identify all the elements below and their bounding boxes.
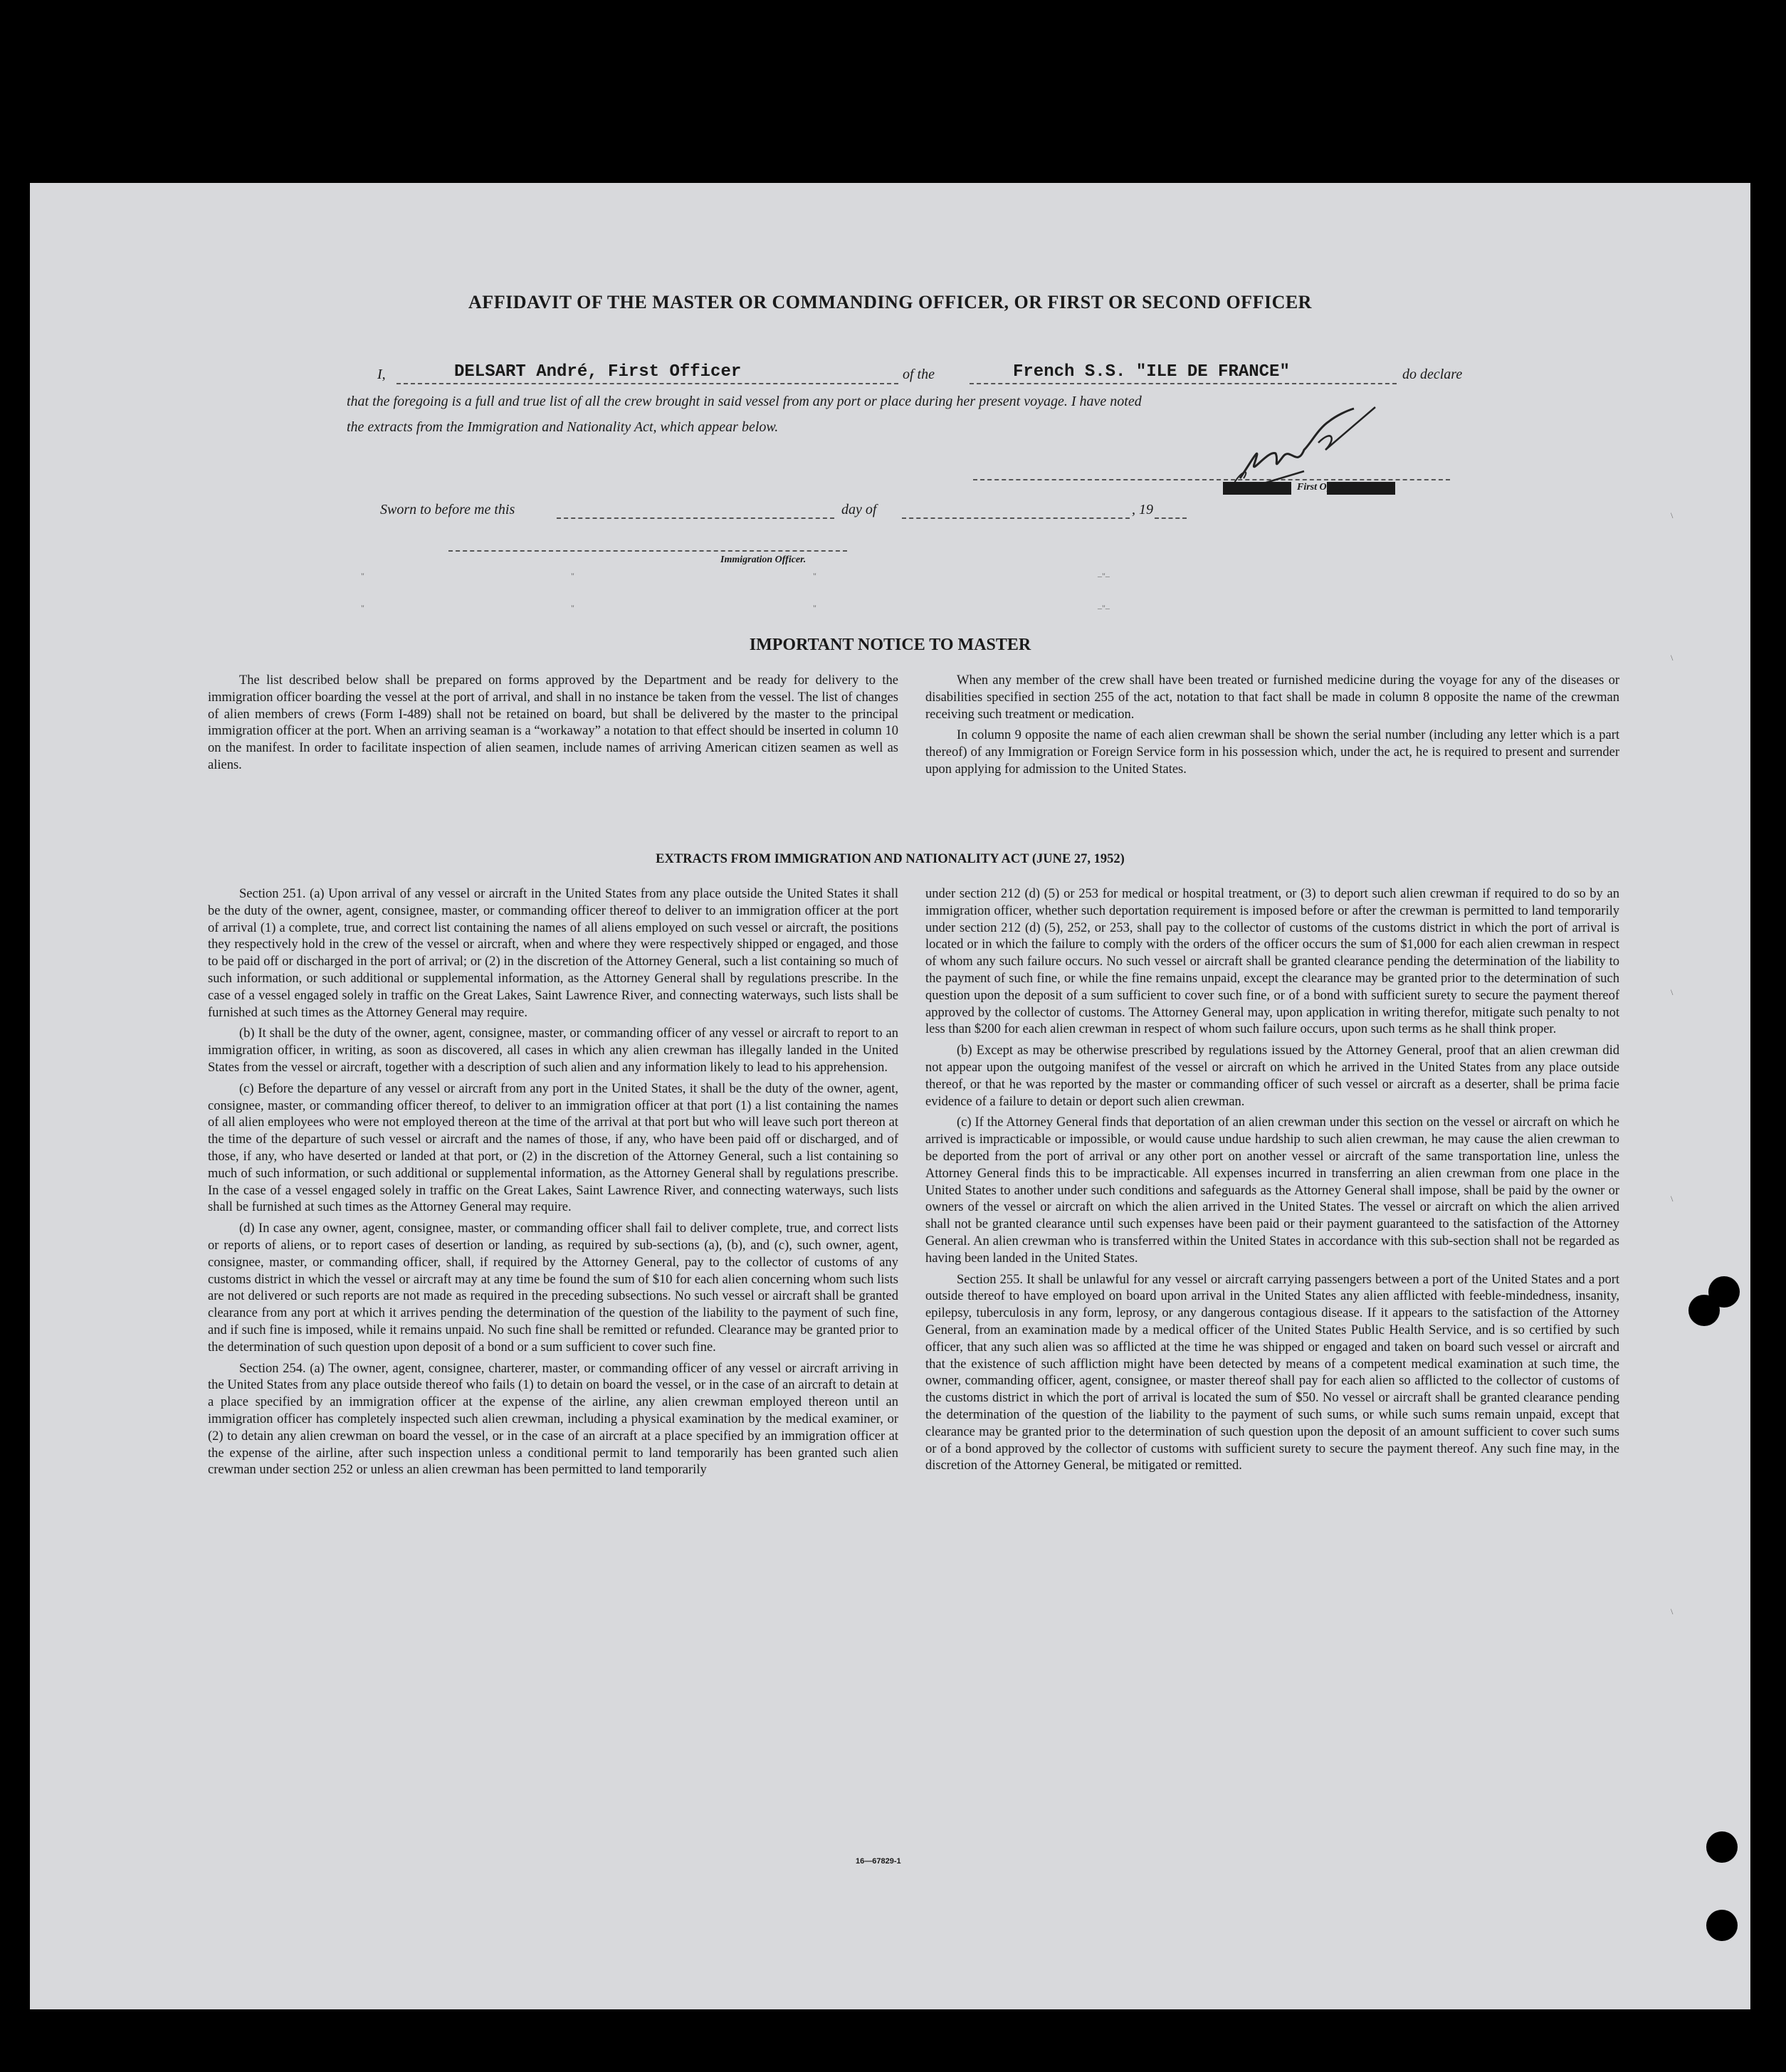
of-the-label: of the xyxy=(903,367,935,382)
punch-hole xyxy=(1706,1831,1738,1863)
notice-heading: IMPORTANT NOTICE TO MASTER xyxy=(749,636,1031,654)
first-officer-caption: First Officer. xyxy=(1297,482,1351,493)
scan-mark: \ xyxy=(1671,987,1674,997)
extract-paragraph: (b) It shall be the duty of the owner, agent, consignee, master, or commanding officer of any vessel or aircraft to report to an immigration officer, in writing, as soon as discovered, all cases in which any alien crewman has illegally landed in the United States from the vessel or aircraft, together with a description of such alien and any information likely to lead to his apprehension. xyxy=(208,1026,898,1075)
ditto-mark: " xyxy=(361,571,364,581)
ditto-mark: " xyxy=(813,571,816,581)
extract-paragraph: (b) Except as may be otherwise prescribed by regulations issued by the Attorney General, proof that an alien crewman did not appear upon the outgoing manifest of the vessel or aircraft on which he arrived in the United States from any place outside thereof, or that he was reported by the master or commanding officer of such vessel or aircraft as a deserter, shall be prima facie evidence of a failure to detain or deport such alien crewman. xyxy=(925,1043,1619,1109)
extract-paragraph: Section 254. (a) The owner, agent, consignee, charterer, master, or commanding officer of any vessel or aircraft arriving in the United States from any place outside thereof who fails (1) to detain on board the vessel, or in the case of an aircraft to detain at a place specified by an immigration officer at the expense of the airline, any alien crewman employed thereon until an immigration officer has completely inspected such alien crewman, including a physical examination by the medical examiner, or (2) to detain any alien crewman on board the vessel, or in the case of an aircraft at a place specified by an immigration officer at the expense of the airline, after such inspection unless a conditional permit to land temporarily has been granted such alien crewman under section 252 or unless an alien crewman has been permitted to land temporarily xyxy=(208,1361,898,1478)
extracts-right-column xyxy=(925,886,1619,1479)
vessel-underline xyxy=(970,383,1397,384)
immigration-officer-caption: Immigration Officer. xyxy=(720,554,807,565)
scan-mark: \ xyxy=(1671,1606,1674,1616)
extracts-heading: EXTRACTS FROM IMMIGRATION AND NATIONALITY ACT (JUNE 27, 1952) xyxy=(656,852,1125,866)
ditto-mark: " xyxy=(571,571,574,581)
sworn-month-line xyxy=(902,517,1130,519)
notice-left-paragraph: The list described below shall be prepared on forms approved by the Department and be ready for delivery to the immigration officer boarding the vessel at the port of arrival, and shall in no instance be taken from the vessel. The list of changes of alien members of crews (Form I-489) shall not be retained on board, but shall be delivered by the master to the principal immigration officer at the port. When an arriving seaman is a “workaway” a notation to that effect should be inserted in column 10 on the manifest. In order to facilitate inspection of alien seamen, include names of arriving American citizen seamen as well as aliens. xyxy=(208,673,898,772)
form-number: 16—67829-1 xyxy=(856,1857,901,1866)
declaration-pre: I, xyxy=(377,367,386,382)
extract-paragraph: under section 212 (d) (5) or 253 for medical or hospital treatment, or (3) to deport such alien crewman if required to do so by an immigration officer, whether such deportation requirement is imposed before or after the crewman is permitted to land temporarily under section 212 (d) (5), 252, or 253, shall pay to the collector of customs of the customs district in which the port of arrival is located or in which the failure to comply with the orders of the officer occurs the sum of $1,000 for each alien crewman in respect of whom any such failure occurs. No such vessel or aircraft shall be granted clearance pending the determination of the liability to the payment of such fine, or while the fine remains unpaid, except the clearance may be granted prior to the determination of such question upon the deposit of a sum sufficient to cover such fine, or of a bond with sufficient surety to secure the payment thereof approved by the collector of customs. The Attorney General may, upon application in writing therefor, mitigate such penalty to not less than $200 for each alien crewman in respect of whom such failure occurs, upon such terms as he shall think proper. xyxy=(925,887,1619,1037)
notice-left-column xyxy=(208,673,898,779)
affidavit-title: AFFIDAVIT OF THE MASTER OR COMMANDING OFFICER, OR FIRST OR SECOND OFFICER xyxy=(468,292,1312,312)
extract-paragraph: (c) Before the departure of any vessel or aircraft from any port in the United States, it shall be the duty of the owner, agent, consignee, master, or commanding officer thereof, to deliver to an immigration officer at that port (1) a list containing the names of all alien employees who were not employed thereon at the time of the arrival at that port but who will leave such port thereon at the time of the departure of such vessel or aircraft and the names of those, if any, who have been paid off or discharged, and of those, if any, who have deserted or landed at that port, or (2) in the discretion of the Attorney General, such a list containing so much of such information, or such additional or supplemental information, as the Attorney General shall by regulations prescribe. In the case of a vessel engaged solely in traffic on the Great Lakes, Saint Lawrence River, and connecting waterways, such lists shall be furnished at such times as the Attorney General may require. xyxy=(208,1081,898,1215)
notice-right-paragraph: In column 9 opposite the name of each alien crewman shall be shown the serial number (including any letter which is a part thereof) of any Immigration or Foreign Service form in his possession which, under the act, he is required to present and surrender upon applying for admission to the United States. xyxy=(925,728,1619,777)
day-of-label: day of xyxy=(841,502,877,517)
name-underline xyxy=(396,383,898,384)
ditto-mark: " xyxy=(361,603,364,613)
document-page xyxy=(30,183,1750,2009)
scan-mark: \ xyxy=(1671,653,1674,663)
declaration-line-2: that the foregoing is a full and true list of all the crew brought in said vessel from any port or place during her present voyage. I have noted xyxy=(347,394,1142,409)
declaration-line-3: the extracts from the Immigration and Nationality Act, which appear below. xyxy=(347,419,779,435)
immigration-officer-line xyxy=(448,550,847,552)
scan-mark: \ xyxy=(1671,1194,1674,1204)
ditto-mark: –"– xyxy=(1098,571,1110,581)
extract-paragraph: Section 255. It shall be unlawful for any vessel or aircraft carrying passengers between a port of the United States and a port outside thereof to have employed on board upon arrival in the United States any alien afflicted with feeble-mindedness, insanity, epilepsy, tuberculosis in any form, leprosy, or any dangerous contagious disease. If it appears to the satisfaction of the Attorney General, from an examination made by a medical officer of the United States Public Health Service, and is so certified by such officer, that any such alien was so afflicted at the time he was shipped or engaged and taken on board such vessel or aircraft and that the existence of such affliction might have been detected by means of a competent medical examination at such time, the owner, commanding officer, agent, consignee, or master thereof shall pay for each alien so afflicted to the collector of customs of the customs district in which the port of arrival is located the sum of $50. No vessel or aircraft shall be granted clearance pending the determination of the question of the liability to the payment of such sums, or while such sums remain unpaid, except that clearance may be granted prior to the determination of such question upon the deposit of an amount sufficient to cover such sums or of a bond approved by the collector of customs with sufficient surety to secure the payment thereof. Any such fine may, in the discretion of the Attorney General, be mitigated or remitted. xyxy=(925,1272,1619,1473)
extract-paragraph: (c) If the Attorney General finds that deportation of an alien crewman under this section on the vessel or aircraft on which he arrived is impracticable or impossible, or would cause undue hardship to such alien crewman, he may cause the alien crewman to be deported from the port of arrival or any other port on another vessel or aircraft of the same transportation line, unless the Attorney General finds this to be impracticable. All expenses incurred in transferring an alien crewman from one place in the United States to another under such conditions and safeguards as the Attorney General shall impose, shall be paid by the owner or owners of the vessel or aircraft on which the alien arrived in the United States. The vessel or aircraft on which the alien arrived shall not be granted clearance until such expenses have been paid or their payment guaranteed to the satisfaction of the Attorney General. An alien crewman who is transferred within the United States in accordance with this sub-section shall not be regarded as having been landed in the United States. xyxy=(925,1115,1619,1266)
vessel-name: French S.S. "ILE DE FRANCE" xyxy=(1013,362,1290,382)
handwritten-signature xyxy=(1212,400,1425,493)
sworn-year-line xyxy=(1155,517,1187,519)
notice-right-column xyxy=(925,673,1619,783)
ditto-mark: " xyxy=(571,603,574,613)
year-label: , 19 xyxy=(1132,502,1153,517)
notice-right-paragraph: When any member of the crew shall have been treated or furnished medicine during the voyage for any of the diseases or disabilities specified in section 255 of the act, notation to that fact shall be made in column 8 opposite the name of the crewman receiving such treatment or medication. xyxy=(925,673,1619,722)
struck-out-word xyxy=(1223,482,1291,495)
extract-paragraph: Section 251. (a) Upon arrival of any vessel or aircraft in the United States from any place outside the United States it shall be the duty of the owner, agent, consignee, master, or commanding officer thereof to deliver to an immigration officer at the port of arrival (1) a complete, true, and correct list containing the names of all aliens employed on such vessel or aircraft, the positions they respectively hold in the crew of the vessel or aircraft, when and where they were respectively shipped or engaged, and those to be paid off or discharged in the port of arrival; or (2) in the discretion of the Attorney General, such a list containing so much of such information, or such additional or supplemental information, as the Attorney General shall by regulations prescribe. In the case of a vessel engaged solely in traffic on the Great Lakes, Saint Lawrence River, and connecting waterways, such lists shall be furnished at such times as the Attorney General may require. xyxy=(208,887,898,1020)
sworn-day-line xyxy=(557,517,834,519)
sworn-text: Sworn to before me this xyxy=(380,502,515,517)
punch-hole xyxy=(1688,1295,1720,1326)
officer-name: DELSART André, First Officer xyxy=(454,362,742,382)
extract-paragraph: (d) In case any owner, agent, consignee, master, or commanding officer shall fail to deliver complete, true, and correct lists or reports of aliens, or to report cases of desertion or landing, as required by sub-sections (a), (b), and (c), such owner, agent, consignee, master, or commanding officer, shall, if required by the Attorney General, pay to the collector of customs of any customs district in which the vessel or aircraft may at any time be found the sum of $10 for each alien concerning whom such lists are not delivered or such reports are not made as required in the preceding subsections. No such vessel or aircraft shall be granted clearance from any port at which it arrives pending the determination of the question of the liability to the payment of such fine, and if such fine is imposed, while it remains unpaid. No such fine shall be remitted or refunded. Clearance may be granted prior to the determination of such question upon deposit of a bond or a sum sufficient to cover such fine. xyxy=(208,1221,898,1355)
punch-hole xyxy=(1706,1910,1738,1941)
ditto-mark: " xyxy=(813,603,816,613)
scan-mark: \ xyxy=(1671,510,1674,520)
do-declare-label: do declare xyxy=(1402,367,1463,382)
extracts-left-column xyxy=(208,886,898,1483)
ditto-mark: –"– xyxy=(1098,603,1110,613)
